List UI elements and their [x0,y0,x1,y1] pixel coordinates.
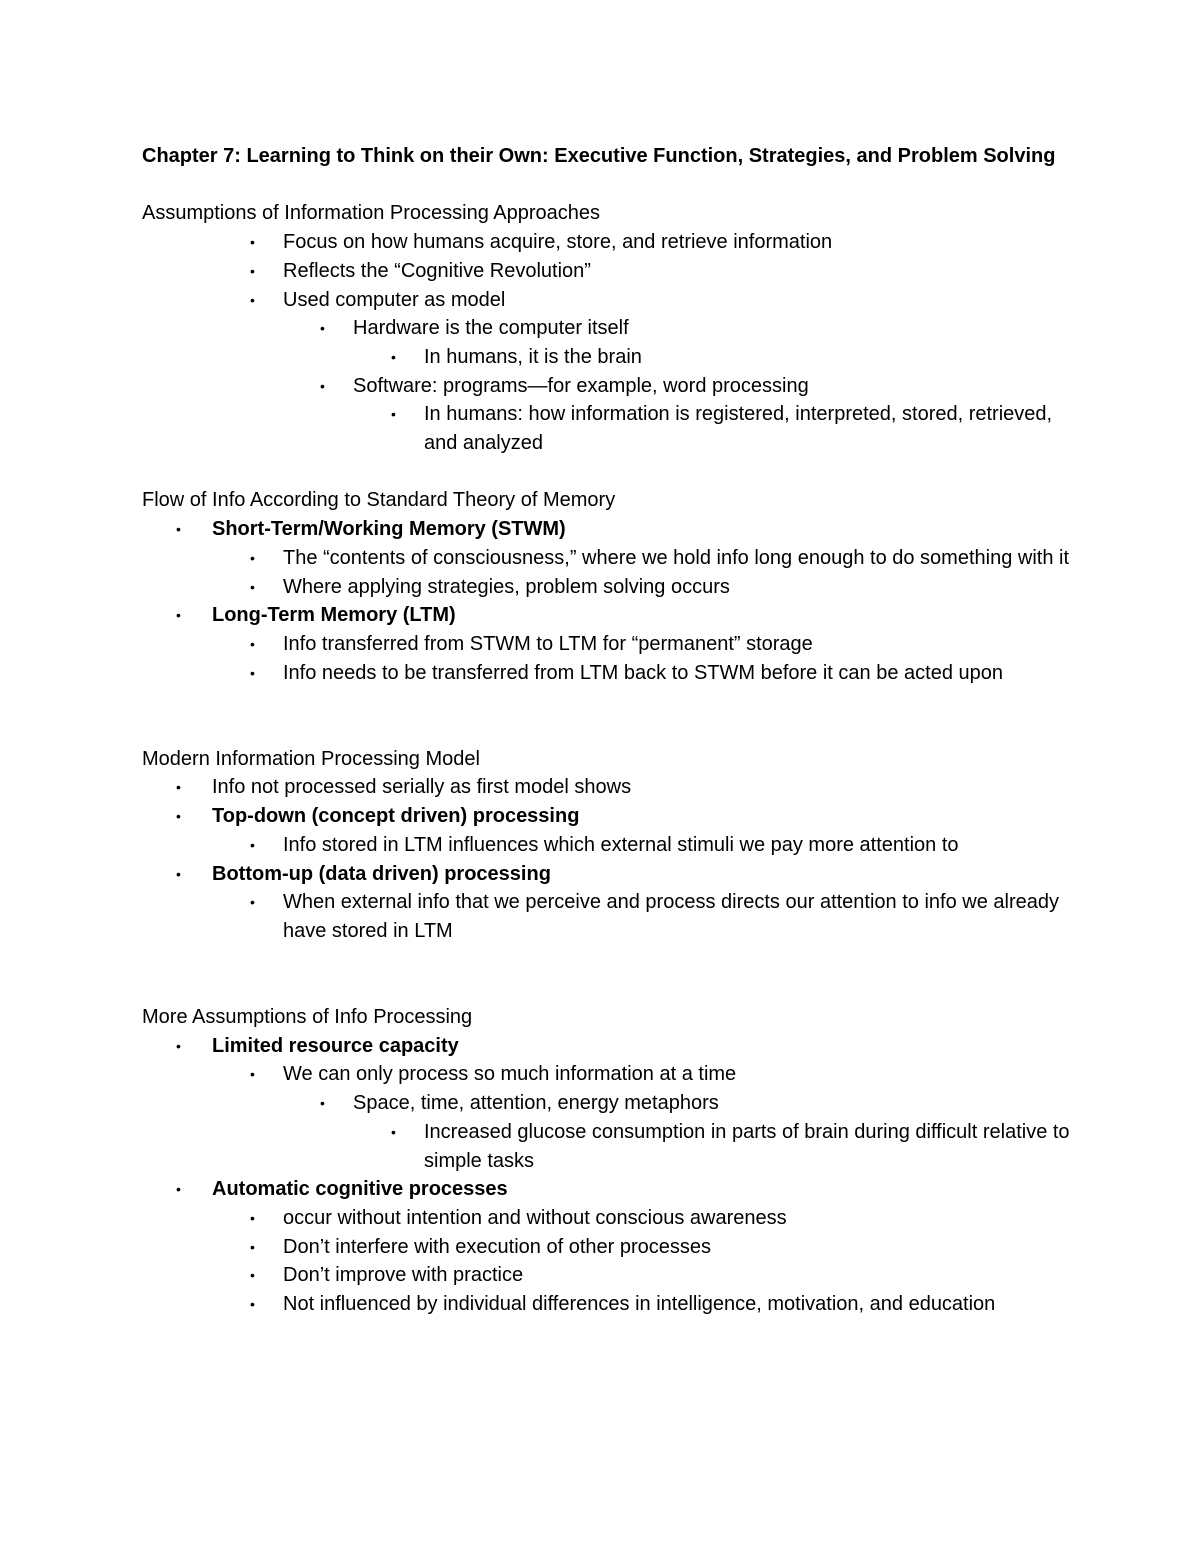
list-item-text: Space, time, attention, energy metaphors [353,1092,719,1115]
bullet-icon: • [250,1296,255,1313]
list-item-text: In humans, it is the brain [424,345,642,368]
bullet-icon: • [176,865,181,882]
list-item-text: Don’t interfere with execution of other processes [283,1235,711,1258]
list-item-text: Software: programs—for example, word processing [353,374,809,397]
list-item-text: Info not processed serially as first model shows [212,776,632,799]
page-title: Chapter 7: Learning to Think on their Own: Executive Function, Strategies, and Problem Solving [142,145,1056,167]
list-item-text: Not influenced by individual differences in intelligence, motivation, and education [283,1293,996,1316]
list-item-text: The “contents of consciousness,” where we hold info long enough to do something with it [283,546,1070,569]
bullet-icon: • [250,1066,255,1083]
list-item [142,372,1072,401]
bullet-icon: • [176,808,181,825]
section-heading: Assumptions of Information Processing Approaches [142,202,601,225]
list-item-text: Limited resource capacity [212,1034,459,1057]
section [142,486,1072,687]
list-item-text: Increased glucose consumption in parts of brain during difficult relative to simple tasks [424,1120,1070,1172]
list-item-text: Top-down (concept driven) processing [212,805,580,828]
list-item-text: Info stored in LTM influences which external stimuli we pay more attention to [283,833,959,856]
bullet-icon: • [250,836,255,853]
list-item [142,515,1072,544]
section-heading: Flow of Info According to Standard Theory of Memory [142,489,616,512]
section-heading: Modern Information Processing Model [142,747,480,770]
list-item [142,1118,1072,1175]
bullet-icon: • [391,348,396,365]
section-heading: More Assumptions of Info Processing [142,1006,473,1029]
section [142,1003,1072,1319]
list-item-text: We can only process so much information at a time [283,1063,737,1086]
bullet-list [142,773,1072,945]
spacer [142,171,1072,200]
list-item [142,888,1072,945]
list-item-text: Focus on how humans acquire, store, and retrieve information [283,231,833,254]
bullet-icon: • [320,1095,325,1112]
bullet-icon: • [320,377,325,394]
list-item [142,1233,1072,1262]
list-item [142,1261,1072,1290]
list-item-text: Automatic cognitive processes [212,1178,508,1201]
bullet-icon: • [250,635,255,652]
list-item [142,1204,1072,1233]
list-item-text: When external info that we perceive and process directs our attention to info we already have stored in LTM [283,891,1059,942]
list-item-text: Info needs to be transferred from LTM back to STWM before it can be acted upon [283,661,1003,684]
bullet-icon: • [176,1181,181,1198]
list-item-text: Bottom-up (data driven) processing [212,862,551,885]
bullet-list [142,1032,1072,1319]
section [142,199,1072,457]
bullet-icon: • [250,664,255,681]
bullet-icon: • [250,894,255,911]
bullet-icon: • [391,406,396,423]
bullet-icon: • [250,1267,255,1284]
bullet-icon: • [250,234,255,251]
list-item [142,573,1072,602]
list-item-text: Where applying strategies, problem solving occurs [283,575,730,598]
list-item [142,659,1072,688]
bullet-icon: • [176,779,181,796]
list-item [142,314,1072,343]
list-item [142,773,1072,802]
list-item [142,228,1072,257]
list-item-text: Long-Term Memory (LTM) [212,604,456,627]
list-item [142,257,1072,286]
spacer [142,458,1072,487]
bullet-list [142,228,1072,458]
list-item [142,400,1072,457]
list-item-text: Info transferred from STWM to LTM for “permanent” storage [283,632,813,655]
bullet-icon: • [320,320,325,337]
list-item [142,802,1072,831]
document-page [142,142,1072,1319]
list-item [142,544,1072,573]
bullet-icon: • [176,1037,181,1054]
list-item [142,831,1072,860]
list-item-text: Used computer as model [283,288,506,311]
bullet-icon: • [391,1123,396,1140]
bullet-icon: • [250,291,255,308]
list-item [142,343,1072,372]
list-item-text: Short-Term/Working Memory (STWM) [212,518,566,541]
list-item [142,860,1072,889]
list-item-text: Reflects the “Cognitive Revolution” [283,259,591,282]
spacer [142,946,1072,1003]
list-item-text: occur without intention and without conscious awareness [283,1206,787,1229]
list-item [142,1175,1072,1204]
bullet-list [142,515,1072,687]
bullet-icon: • [250,578,255,595]
list-item [142,1032,1072,1061]
list-item-text: Hardware is the computer itself [353,317,629,340]
bullet-icon: • [250,549,255,566]
list-item [142,286,1072,315]
list-item [142,601,1072,630]
bullet-icon: • [176,521,181,538]
list-item [142,630,1072,659]
bullet-icon: • [250,262,255,279]
list-item-text: Don’t improve with practice [283,1264,524,1287]
bullet-icon: • [176,607,181,624]
list-item [142,1089,1072,1118]
bullet-icon: • [250,1238,255,1255]
sections-container [142,199,1072,1318]
section [142,745,1072,946]
list-item [142,1290,1072,1319]
bullet-icon: • [250,1209,255,1226]
spacer [142,687,1072,744]
list-item-text: In humans: how information is registered, interpreted, stored, retrieved, and analyzed [424,403,1053,455]
list-item [142,1060,1072,1089]
